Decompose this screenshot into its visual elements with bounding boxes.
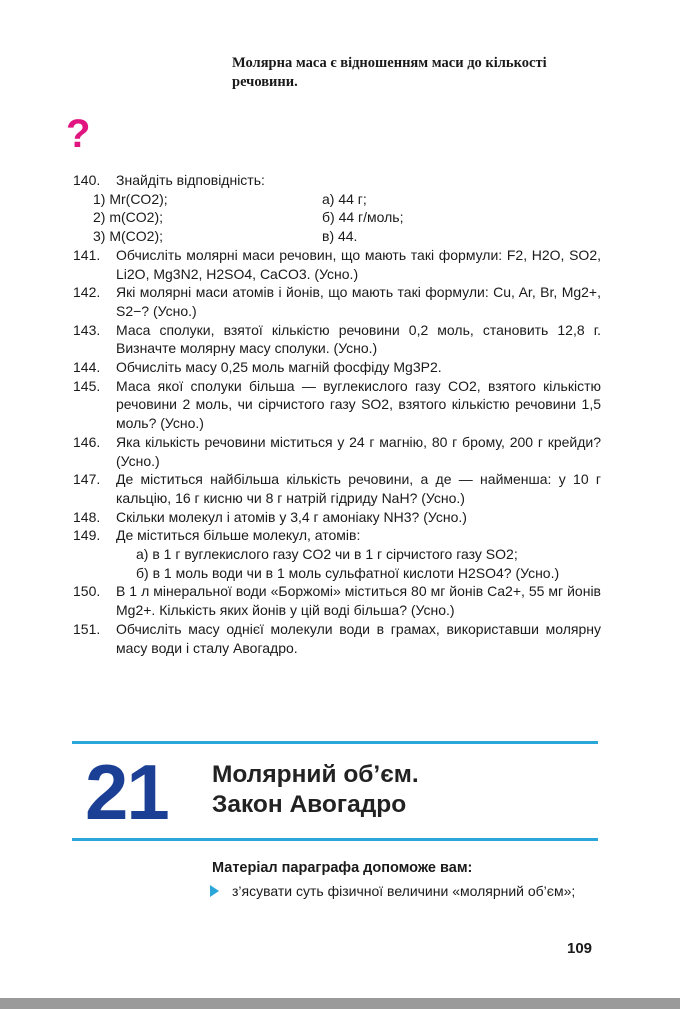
section-divider-top bbox=[72, 741, 598, 744]
arrow-bullet-icon bbox=[210, 885, 219, 897]
section-divider-bottom bbox=[72, 838, 598, 841]
paragraph-title-line-1: Молярний об’єм. bbox=[212, 761, 419, 788]
exercise-text: Обчисліть масу 0,25 моль магній фосфіду Mg3P2. bbox=[116, 359, 442, 376]
exercise-text: Де міститься найбільша кількість речовини, а де — найменша: у 10 г кальцію, 16 г кисню чи 8 г натрій гідриду NaH? (Усно.) bbox=[116, 471, 601, 506]
exercise-142 bbox=[73, 283, 601, 320]
paragraph-number: 21 bbox=[85, 748, 168, 836]
exercise-number: 151. bbox=[73, 620, 101, 637]
exercise-number: 143. bbox=[73, 321, 101, 338]
paragraph-title bbox=[212, 760, 419, 820]
exercise-140 bbox=[73, 171, 601, 190]
paragraph-title-line-2: Закон Авогадро bbox=[212, 791, 407, 818]
paragraph-summary: Молярна маса є відношенням маси до кількості речовини. bbox=[232, 55, 547, 90]
objective-text: з’ясувати суть фізичної величини «молярний об’єм»; bbox=[232, 883, 576, 899]
exercise-146 bbox=[73, 433, 601, 470]
exercise-number: 147. bbox=[73, 471, 101, 488]
page-number: 109 bbox=[567, 940, 593, 957]
exercise-text: Скільки молекул і атомів у 3,4 г амоніаку NH3? (Усно.) bbox=[116, 508, 467, 525]
match-right: б) 44 г/моль; bbox=[322, 209, 404, 226]
exercise-list bbox=[73, 171, 601, 657]
exercise-number: 149. bbox=[73, 527, 101, 544]
exercise-text: Маса сполуки, взятої кількістю речовини 0,2 моль, становить 12,8 г. Визначте молярну масу сполуки. (Усно.) bbox=[116, 321, 601, 357]
exercise-text: Які молярні маси атомів і йонів, що мають такі формули: Cu, Ar, Br, Mg2+, S2−? (Усно.) bbox=[116, 284, 601, 319]
exercise-number: 140. bbox=[73, 172, 101, 188]
helps-heading: Матеріал параграфа допоможе вам: bbox=[212, 860, 473, 876]
match-left: 3) M(CO2); bbox=[93, 228, 163, 245]
exercise-143 bbox=[73, 321, 601, 358]
match-left: 1) Mr(CO2); bbox=[93, 190, 168, 207]
exercise-144 bbox=[73, 358, 601, 377]
match-left: 2) m(CO2); bbox=[93, 209, 163, 226]
exercise-number: 148. bbox=[73, 508, 101, 525]
exercise-149-option-a: а) в 1 г вуглекислого газу CO2 чи в 1 г сірчистого газу SO2; bbox=[136, 546, 518, 563]
exercise-text: Маса якої сполуки більша — вуглекислого газу CO2, взятого кількістю речовини 2 моль, чи сірчистого газу SO2, взятого кількістю речовини 1,5 моль? (Усно.) bbox=[116, 377, 601, 432]
objective-item bbox=[212, 882, 598, 901]
exercise-number: 145. bbox=[73, 377, 101, 394]
exercise-text: Обчисліть масу однієї молекули води в грамах, використавши молярну масу води і сталу Авогадро. bbox=[116, 620, 601, 656]
match-row-1 bbox=[73, 190, 601, 209]
page-footer-bar bbox=[0, 998, 680, 1009]
exercise-151 bbox=[73, 620, 601, 657]
exercise-text: Знайдіть відповідність: bbox=[116, 172, 265, 188]
exercise-number: 150. bbox=[73, 583, 101, 600]
exercise-149 bbox=[73, 526, 601, 582]
exercise-text: Обчисліть молярні маси речовин, що мають такі формули: F2, H2O, SO2, Li2O, Mg3N2, H2SO4, CaCO3. (Усно.) bbox=[116, 246, 601, 282]
exercise-text: В 1 л мінеральної води «Боржомі» міститься 80 мг йонів Ca2+, 55 мг йонів Mg2+. Кількість яких йонів у цій воді більша? (Усно.) bbox=[116, 583, 601, 619]
match-row-3 bbox=[73, 227, 601, 246]
exercise-number: 142. bbox=[73, 284, 101, 301]
exercise-number: 144. bbox=[73, 359, 101, 376]
exercise-148 bbox=[73, 508, 601, 527]
exercise-147 bbox=[73, 470, 601, 507]
exercise-text: Де міститься більше молекул, атомів: bbox=[116, 527, 361, 544]
exercise-149-option-b: б) в 1 моль води чи в 1 моль сульфатної кислоти H2SO4? (Усно.) bbox=[136, 564, 560, 581]
match-row-2 bbox=[73, 208, 601, 227]
match-right: а) 44 г; bbox=[322, 190, 367, 207]
exercise-150 bbox=[73, 582, 601, 619]
exercise-number: 141. bbox=[73, 246, 101, 263]
question-mark-icon: ? bbox=[66, 112, 91, 156]
match-right: в) 44. bbox=[322, 228, 358, 245]
exercise-145 bbox=[73, 377, 601, 433]
exercise-number: 146. bbox=[73, 433, 101, 450]
exercise-141 bbox=[73, 246, 601, 283]
exercise-text: Яка кількість речовини міститься у 24 г магнію, 80 г брому, 200 г крейди? (Усно.) bbox=[116, 433, 601, 469]
